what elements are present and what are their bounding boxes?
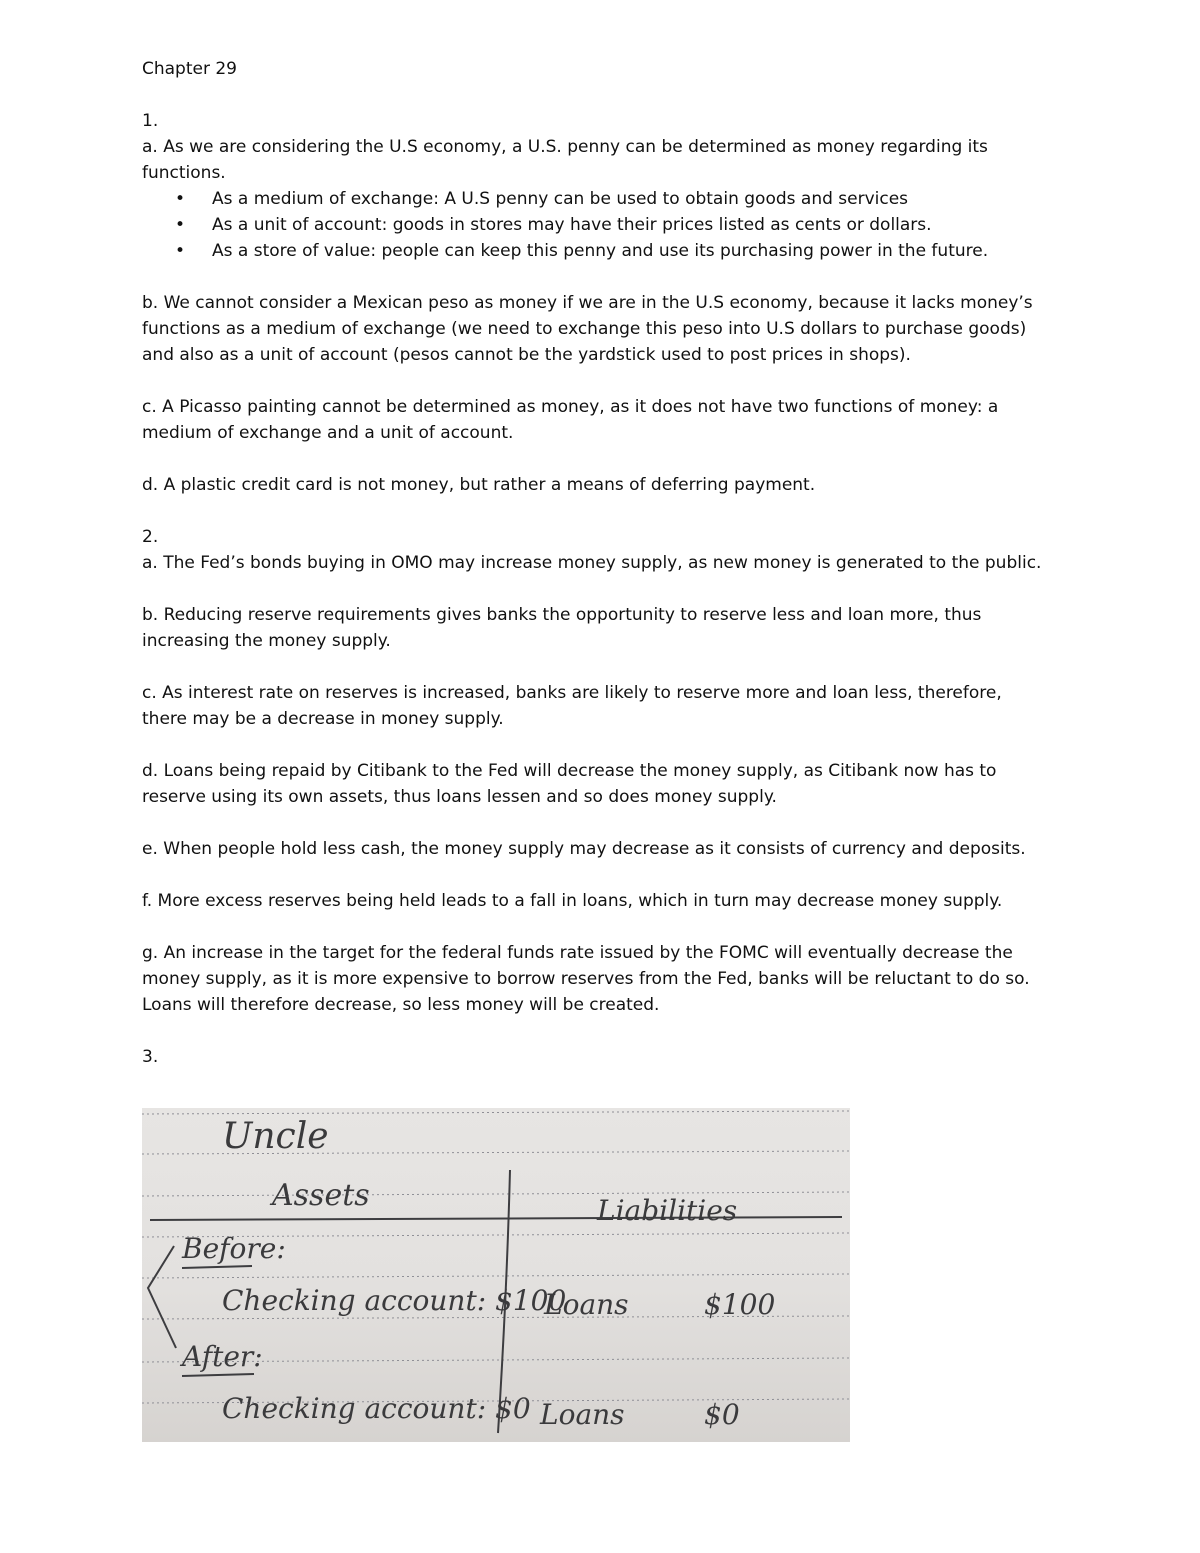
before-liability-label: Loans [544, 1288, 629, 1321]
q1c-line: medium of exchange and a unit of account. [142, 423, 514, 443]
after-liability-label: Loans [540, 1398, 625, 1431]
q1b-line: and also as a unit of account (pesos cannot be the yardstick used to post prices in shops). [142, 345, 911, 365]
document-body [142, 56, 1072, 1070]
after-asset: Checking account: $0 [222, 1392, 531, 1425]
q1b-line: functions as a medium of exchange (we need to exchange this peso into U.S dollars to purchase goods) [142, 319, 1027, 339]
assets-header: Assets [272, 1178, 370, 1213]
q2g-line: Loans will therefore decrease, so less money will be created. [142, 995, 660, 1015]
bullet-store-of-value: • As a store of value: people can keep this penny and use its purchasing power in the future. [142, 238, 1072, 264]
before-label: Before: [182, 1232, 286, 1265]
q1d-line: d. A plastic credit card is not money, but rather a means of deferring payment. [142, 475, 816, 495]
q2g-line: g. An increase in the target for the federal funds rate issued by the FOMC will eventually decrease the [142, 943, 1013, 963]
after-liability-value: $0 [704, 1398, 740, 1431]
q2c-line: c. As interest rate on reserves is increased, banks are likely to reserve more and loan less, therefore, [142, 683, 1002, 703]
money-functions-list [142, 186, 1072, 264]
q2d-line: reserve using its own assets, thus loans lessen and so does money supply. [142, 787, 777, 807]
q2c-line: there may be a decrease in money supply. [142, 709, 504, 729]
chapter-heading: Chapter 29 [142, 59, 238, 79]
before-liability-value: $100 [704, 1288, 776, 1321]
q2a-line: a. The Fed’s bonds buying in OMO may increase money supply, as new money is generated to the public. [142, 553, 1042, 573]
before-asset: Checking account: $100 [222, 1284, 567, 1317]
q2g-line: money supply, as it is more expensive to borrow reserves from the Fed, banks will be reluctant to do so. [142, 969, 1030, 989]
bullet-medium-of-exchange: • As a medium of exchange: A U.S penny can be used to obtain goods and services [142, 186, 1072, 212]
q2b-line: increasing the money supply. [142, 631, 391, 651]
question-3-number: 3. [142, 1047, 159, 1067]
t-account-title: Uncle [222, 1116, 329, 1157]
handwritten-t-account-photo [142, 1108, 850, 1442]
question-1-number: 1. [142, 111, 159, 131]
q1a-line: functions. [142, 163, 226, 183]
q2d-line: d. Loans being repaid by Citibank to the Fed will decrease the money supply, as Citibank now has to [142, 761, 997, 781]
q1a-line: a. As we are considering the U.S economy, a U.S. penny can be determined as money regarding its [142, 137, 988, 157]
q1c-line: c. A Picasso painting cannot be determined as money, as it does not have two functions of money: a [142, 397, 999, 417]
q2f-line: f. More excess reserves being held leads to a fall in loans, which in turn may decrease money supply. [142, 891, 1003, 911]
q2e-line: e. When people hold less cash, the money supply may decrease as it consists of currency and deposits. [142, 839, 1026, 859]
liabilities-header: Liabilities [597, 1194, 738, 1227]
q1b-line: b. We cannot consider a Mexican peso as money if we are in the U.S economy, because it lacks money’s [142, 293, 1033, 313]
question-2-number: 2. [142, 527, 159, 547]
bullet-unit-of-account: • As a unit of account: goods in stores may have their prices listed as cents or dollars. [142, 212, 1072, 238]
after-label: After: [182, 1340, 263, 1373]
q2b-line: b. Reducing reserve requirements gives banks the opportunity to reserve less and loan more, thus [142, 605, 982, 625]
